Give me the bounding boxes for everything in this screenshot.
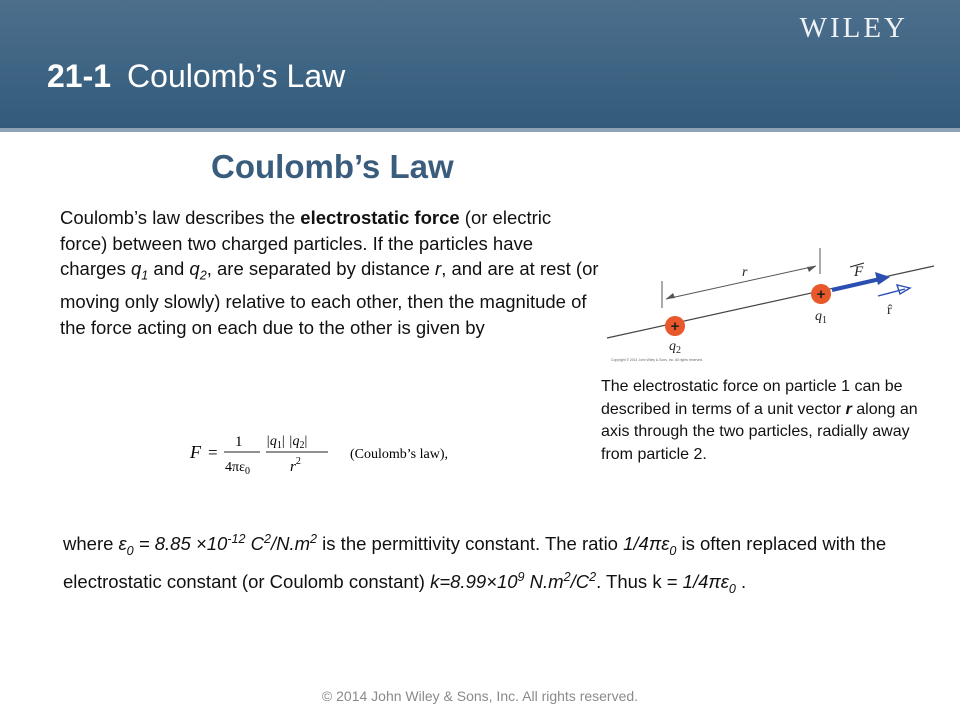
unit-exponent: 2 [563, 569, 571, 584]
caption-text: The electrostatic force on particle 1 can be described in terms of a unit vector [601, 378, 903, 418]
section-number: 21-1 [47, 58, 112, 94]
distance-symbol: r [435, 258, 442, 279]
footer-copyright: © 2014 John Wiley & Sons, Inc. All rights reserved. [321, 688, 639, 704]
unit-text: /N.m [270, 533, 311, 555]
intro-text: , are separated by distance [206, 258, 436, 279]
permittivity-paragraph [63, 526, 913, 602]
caption-text: along an axis through the two particles, radially away from particle 2. [601, 400, 918, 463]
formula-numerator-2: $|q_1|$ $|q_2|$ [266, 434, 308, 451]
charge-q1-label: $q_1$ [815, 309, 827, 326]
ratio-expression: 1/4πε [623, 533, 670, 555]
figure-copyright: Copyright © 2014 John Wiley & Sons, Inc. All rights reserved. [611, 358, 704, 362]
coulomb-constant-exponent: 9 [517, 569, 525, 584]
permittivity-exponent: -12 [227, 532, 246, 546]
electrostatic-force-term: electrostatic force [300, 207, 460, 228]
formula-numerator-1: 1 [235, 434, 243, 450]
distance-label: r [742, 265, 748, 280]
section-heading [47, 58, 345, 95]
unit-text: /C [570, 571, 590, 592]
slide-title: Coulomb’s Law [211, 148, 454, 185]
charge-subscript: 2 [199, 268, 207, 283]
formula-note: (Coulomb’s law), [350, 447, 448, 462]
intro-text: Coulomb’s law describes the [60, 207, 301, 228]
unit-vector-label: r̂ [887, 303, 892, 318]
distance-arrowhead-right [807, 266, 816, 272]
unit-exponent: 2 [263, 532, 271, 546]
formula-denominator-1: $4\pi\varepsilon_0$ [225, 460, 250, 477]
charge-diagram [592, 248, 942, 366]
ratio-subscript: 0 [669, 543, 677, 558]
charge-q2-label: $q_2$ [669, 339, 681, 356]
body-text: is the permittivity constant. The ratio [317, 533, 624, 555]
body-text: is often replaced with the electrostatic constant (or Coulomb constant) [63, 533, 887, 592]
unit-vector-symbol: r [845, 400, 852, 418]
permittivity-value: = 8.85 ×10 [133, 533, 228, 555]
body-text: . [735, 571, 747, 592]
header-divider [0, 128, 960, 132]
charge-subscript: 1 [141, 268, 149, 283]
intro-text: , and are at rest (or moving only slowly) relative to each other, then the magnitude of the force acting on each due to the other is given by [60, 258, 599, 338]
ratio-expression: 1/4πε [682, 571, 729, 592]
body-text: where [63, 533, 119, 555]
coulomb-constant-value: k=8.99×10 [430, 571, 518, 592]
epsilon-symbol: ε [118, 533, 127, 555]
intro-paragraph [60, 205, 600, 340]
unit-exponent: 2 [310, 532, 318, 546]
unit-text: N.m [524, 571, 564, 592]
figure-caption [601, 376, 936, 466]
unit-exponent: 2 [589, 569, 597, 584]
force-arrowhead [875, 272, 890, 285]
title-bar [0, 0, 960, 128]
formula-equals: = [208, 443, 218, 462]
force-vector [832, 279, 880, 290]
force-label: F [854, 264, 864, 280]
charge-q2-sign: + [670, 318, 680, 335]
intro-text: (or electric force) between two charged particles. If the particles have charges [60, 207, 552, 279]
epsilon-subscript: 0 [126, 543, 134, 558]
distance-arrowhead-left [666, 293, 675, 299]
unit-text: C [245, 533, 264, 555]
distance-arrow [666, 266, 816, 299]
charge-q1-sign: + [816, 286, 826, 303]
formula-denominator-2: $r^2$ [290, 456, 301, 475]
charge-symbol: q [130, 258, 142, 279]
charge-symbol: q [189, 258, 200, 279]
coulomb-law-formula [182, 420, 482, 488]
body-text: . Thus k = [596, 571, 683, 592]
unit-vector [878, 289, 905, 296]
formula-F: F [190, 442, 201, 462]
ratio-subscript: 0 [728, 581, 736, 596]
section-title: Coulomb’s Law [127, 58, 346, 94]
wiley-logo: WILEY [799, 12, 908, 44]
intro-text: and [148, 258, 190, 279]
